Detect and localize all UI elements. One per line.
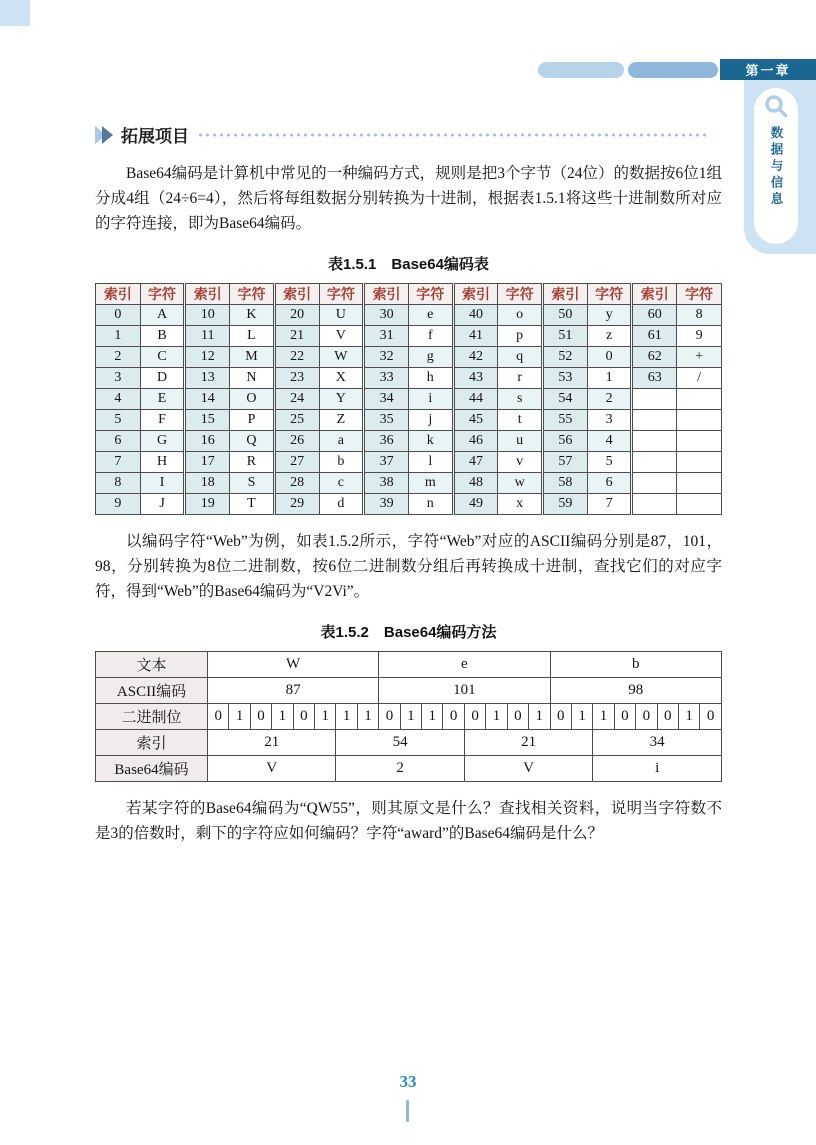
value-cell: 34 bbox=[593, 730, 722, 756]
char-cell: 2 bbox=[587, 389, 632, 410]
index-cell: 47 bbox=[453, 452, 498, 473]
index-cell: 45 bbox=[453, 410, 498, 431]
char-cell: x bbox=[498, 494, 543, 515]
char-cell: f bbox=[408, 326, 453, 347]
char-cell bbox=[677, 410, 722, 431]
index-cell: 44 bbox=[453, 389, 498, 410]
index-cell: 37 bbox=[364, 452, 409, 473]
page-tick bbox=[406, 1100, 409, 1122]
value-cell: 1 bbox=[272, 704, 293, 730]
value-cell: 2 bbox=[336, 756, 464, 782]
char-cell: + bbox=[677, 347, 722, 368]
value-cell: V bbox=[208, 756, 336, 782]
char-header-cell: 字符 bbox=[677, 284, 722, 305]
row-label-cell: ASCII编码 bbox=[96, 678, 208, 704]
char-cell: G bbox=[140, 431, 185, 452]
index-cell: 42 bbox=[453, 347, 498, 368]
char-cell: A bbox=[140, 305, 185, 326]
table-row bbox=[96, 305, 722, 326]
value-cell: b bbox=[550, 652, 722, 678]
table1-caption: 表1.5.1 Base64编码表 bbox=[328, 256, 489, 273]
value-cell: 1 bbox=[400, 704, 421, 730]
char-cell: 3 bbox=[587, 410, 632, 431]
header-tab-2 bbox=[628, 62, 718, 78]
char-cell: B bbox=[140, 326, 185, 347]
char-cell: 6 bbox=[587, 473, 632, 494]
char-cell: s bbox=[498, 389, 543, 410]
char-cell: V bbox=[319, 326, 364, 347]
index-cell: 46 bbox=[453, 431, 498, 452]
char-header-cell: 字符 bbox=[230, 284, 275, 305]
value-cell: 0 bbox=[657, 704, 678, 730]
value-cell: 1 bbox=[571, 704, 592, 730]
value-cell: 1 bbox=[678, 704, 699, 730]
index-cell: 9 bbox=[96, 494, 141, 515]
char-cell: U bbox=[319, 305, 364, 326]
index-cell bbox=[632, 431, 677, 452]
index-cell: 36 bbox=[364, 431, 409, 452]
magnifier-icon bbox=[763, 93, 789, 124]
char-cell: h bbox=[408, 368, 453, 389]
char-cell: W bbox=[319, 347, 364, 368]
index-cell: 20 bbox=[274, 305, 319, 326]
double-triangle-icon bbox=[95, 126, 113, 144]
index-cell: 40 bbox=[453, 305, 498, 326]
value-cell: 98 bbox=[550, 678, 722, 704]
index-cell: 21 bbox=[274, 326, 319, 347]
char-cell: 5 bbox=[587, 452, 632, 473]
index-cell: 56 bbox=[543, 431, 588, 452]
index-header-cell: 索引 bbox=[543, 284, 588, 305]
index-cell: 38 bbox=[364, 473, 409, 494]
base64-encoding-example-table bbox=[95, 651, 722, 782]
index-cell: 51 bbox=[543, 326, 588, 347]
char-cell: O bbox=[230, 389, 275, 410]
char-cell bbox=[677, 452, 722, 473]
char-cell: Q bbox=[230, 431, 275, 452]
table-row bbox=[96, 431, 722, 452]
char-cell: J bbox=[140, 494, 185, 515]
char-header-cell: 字符 bbox=[587, 284, 632, 305]
sidebar-pill bbox=[754, 88, 798, 244]
table-row bbox=[96, 730, 722, 756]
char-cell: t bbox=[498, 410, 543, 431]
index-cell: 49 bbox=[453, 494, 498, 515]
index-cell: 22 bbox=[274, 347, 319, 368]
table-row bbox=[96, 452, 722, 473]
index-cell: 58 bbox=[543, 473, 588, 494]
index-cell: 32 bbox=[364, 347, 409, 368]
index-header-cell: 索引 bbox=[364, 284, 409, 305]
index-header-cell: 索引 bbox=[632, 284, 677, 305]
table-row bbox=[96, 652, 722, 678]
char-cell: S bbox=[230, 473, 275, 494]
index-cell: 16 bbox=[185, 431, 230, 452]
value-cell: i bbox=[593, 756, 722, 782]
index-cell: 29 bbox=[274, 494, 319, 515]
value-cell: 0 bbox=[464, 704, 485, 730]
table-row bbox=[96, 326, 722, 347]
row-label-cell: 文本 bbox=[96, 652, 208, 678]
value-cell: 0 bbox=[550, 704, 571, 730]
value-cell: W bbox=[208, 652, 379, 678]
index-cell: 6 bbox=[96, 431, 141, 452]
chapter-label: 第一章 bbox=[745, 63, 791, 78]
char-cell: Z bbox=[319, 410, 364, 431]
value-cell: 1 bbox=[422, 704, 443, 730]
index-cell: 19 bbox=[185, 494, 230, 515]
row-label-cell: Base64编码 bbox=[96, 756, 208, 782]
index-cell bbox=[632, 473, 677, 494]
sidebar-title: 数据与信息 bbox=[769, 126, 783, 209]
index-cell: 12 bbox=[185, 347, 230, 368]
table-row bbox=[96, 347, 722, 368]
table-row bbox=[96, 389, 722, 410]
chapter-bar bbox=[720, 59, 816, 80]
index-cell: 11 bbox=[185, 326, 230, 347]
index-cell: 60 bbox=[632, 305, 677, 326]
index-cell: 61 bbox=[632, 326, 677, 347]
dotted-rule bbox=[197, 133, 706, 137]
char-cell: / bbox=[677, 368, 722, 389]
char-cell: F bbox=[140, 410, 185, 431]
index-cell bbox=[632, 389, 677, 410]
value-cell: 1 bbox=[229, 704, 250, 730]
char-cell: o bbox=[498, 305, 543, 326]
value-cell: V bbox=[464, 756, 592, 782]
value-cell: 1 bbox=[529, 704, 550, 730]
char-header-cell: 字符 bbox=[498, 284, 543, 305]
index-cell: 62 bbox=[632, 347, 677, 368]
char-cell: 1 bbox=[587, 368, 632, 389]
char-cell: g bbox=[408, 347, 453, 368]
char-cell: R bbox=[230, 452, 275, 473]
char-cell: e bbox=[408, 305, 453, 326]
index-cell: 41 bbox=[453, 326, 498, 347]
char-cell: I bbox=[140, 473, 185, 494]
index-cell: 63 bbox=[632, 368, 677, 389]
char-cell: 9 bbox=[677, 326, 722, 347]
value-cell: 0 bbox=[700, 704, 722, 730]
char-cell bbox=[677, 494, 722, 515]
index-cell: 0 bbox=[96, 305, 141, 326]
char-cell: w bbox=[498, 473, 543, 494]
char-cell: H bbox=[140, 452, 185, 473]
char-cell: b bbox=[319, 452, 364, 473]
main-content bbox=[95, 122, 722, 846]
char-cell: r bbox=[498, 368, 543, 389]
index-cell: 35 bbox=[364, 410, 409, 431]
char-cell: a bbox=[319, 431, 364, 452]
index-cell: 31 bbox=[364, 326, 409, 347]
char-cell: 8 bbox=[677, 305, 722, 326]
value-cell: 1 bbox=[315, 704, 336, 730]
index-header-cell: 索引 bbox=[185, 284, 230, 305]
value-cell: 1 bbox=[357, 704, 378, 730]
char-cell: d bbox=[319, 494, 364, 515]
index-cell: 2 bbox=[96, 347, 141, 368]
char-header-cell: 字符 bbox=[140, 284, 185, 305]
index-cell bbox=[632, 452, 677, 473]
index-header-cell: 索引 bbox=[96, 284, 141, 305]
char-cell: C bbox=[140, 347, 185, 368]
index-cell: 8 bbox=[96, 473, 141, 494]
row-label-cell: 索引 bbox=[96, 730, 208, 756]
index-cell: 34 bbox=[364, 389, 409, 410]
table-row bbox=[96, 410, 722, 431]
char-cell: D bbox=[140, 368, 185, 389]
char-cell: q bbox=[498, 347, 543, 368]
index-cell: 17 bbox=[185, 452, 230, 473]
char-cell: 0 bbox=[587, 347, 632, 368]
base64-alphabet-table bbox=[95, 283, 722, 515]
value-cell: 0 bbox=[507, 704, 528, 730]
char-cell: 7 bbox=[587, 494, 632, 515]
char-header-cell: 字符 bbox=[408, 284, 453, 305]
value-cell: 21 bbox=[464, 730, 592, 756]
table-row bbox=[96, 756, 722, 782]
index-cell: 5 bbox=[96, 410, 141, 431]
value-cell: 1 bbox=[593, 704, 614, 730]
header-tab-1 bbox=[538, 62, 624, 78]
index-cell: 1 bbox=[96, 326, 141, 347]
value-cell: 0 bbox=[379, 704, 400, 730]
section-heading: 拓展项目 bbox=[121, 127, 189, 146]
index-cell: 50 bbox=[543, 305, 588, 326]
char-cell: M bbox=[230, 347, 275, 368]
index-cell bbox=[632, 410, 677, 431]
index-cell: 10 bbox=[185, 305, 230, 326]
value-cell: e bbox=[379, 652, 550, 678]
index-cell: 23 bbox=[274, 368, 319, 389]
char-cell: m bbox=[408, 473, 453, 494]
index-cell: 54 bbox=[543, 389, 588, 410]
index-cell: 57 bbox=[543, 452, 588, 473]
char-cell: K bbox=[230, 305, 275, 326]
index-cell: 53 bbox=[543, 368, 588, 389]
index-cell: 4 bbox=[96, 389, 141, 410]
table-row bbox=[96, 368, 722, 389]
char-cell: X bbox=[319, 368, 364, 389]
index-cell: 27 bbox=[274, 452, 319, 473]
char-cell: i bbox=[408, 389, 453, 410]
index-cell: 13 bbox=[185, 368, 230, 389]
index-header-cell: 索引 bbox=[453, 284, 498, 305]
value-cell: 0 bbox=[250, 704, 271, 730]
table2-caption: 表1.5.2 Base64编码方法 bbox=[320, 624, 497, 641]
table-row bbox=[96, 494, 722, 515]
index-cell: 7 bbox=[96, 452, 141, 473]
char-cell: v bbox=[498, 452, 543, 473]
index-cell: 25 bbox=[274, 410, 319, 431]
value-cell: 0 bbox=[443, 704, 464, 730]
index-header-cell: 索引 bbox=[274, 284, 319, 305]
paragraph-intro: Base64编码是计算机中常见的一种编码方式，规则是把3个字节（24位）的数据按6位1组分成4组（24÷6=4），然后将每组数据分别转换为十进制，根据表1.5.1将这些十进制数所对应的字符连接，即为Base64编码。 bbox=[95, 165, 722, 232]
char-cell: N bbox=[230, 368, 275, 389]
index-cell: 52 bbox=[543, 347, 588, 368]
value-cell: 1 bbox=[336, 704, 357, 730]
index-cell: 14 bbox=[185, 389, 230, 410]
index-cell: 59 bbox=[543, 494, 588, 515]
value-cell: 1 bbox=[486, 704, 507, 730]
char-cell: Y bbox=[319, 389, 364, 410]
char-cell bbox=[677, 431, 722, 452]
char-cell bbox=[677, 389, 722, 410]
table-row bbox=[96, 678, 722, 704]
value-cell: 0 bbox=[293, 704, 314, 730]
value-cell: 54 bbox=[336, 730, 464, 756]
char-cell: j bbox=[408, 410, 453, 431]
row-label-cell: 二进制位 bbox=[96, 704, 208, 730]
index-cell: 24 bbox=[274, 389, 319, 410]
char-cell: P bbox=[230, 410, 275, 431]
value-cell: 0 bbox=[636, 704, 657, 730]
table-row bbox=[96, 704, 722, 730]
index-cell: 33 bbox=[364, 368, 409, 389]
value-cell: 0 bbox=[614, 704, 635, 730]
paragraph-example: 以编码字符“Web”为例，如表1.5.2所示，字符“Web”对应的ASCII编码分别是87，101，98，分别转换为8位二进制数，按6位二进制数分组后再转换成十进制，查找它们的对应字符，得到“Web”的Base64编码为“V2Vi”。 bbox=[95, 533, 722, 600]
section-heading-row bbox=[95, 122, 722, 147]
char-cell: l bbox=[408, 452, 453, 473]
char-cell: n bbox=[408, 494, 453, 515]
table-row bbox=[96, 473, 722, 494]
value-cell: 21 bbox=[208, 730, 336, 756]
char-cell: k bbox=[408, 431, 453, 452]
char-cell: T bbox=[230, 494, 275, 515]
index-cell: 26 bbox=[274, 431, 319, 452]
char-header-cell: 字符 bbox=[319, 284, 364, 305]
char-cell: y bbox=[587, 305, 632, 326]
index-cell: 28 bbox=[274, 473, 319, 494]
value-cell: 87 bbox=[208, 678, 379, 704]
char-cell: p bbox=[498, 326, 543, 347]
side-strip bbox=[744, 80, 816, 254]
value-cell: 0 bbox=[208, 704, 229, 730]
index-cell: 43 bbox=[453, 368, 498, 389]
index-cell: 15 bbox=[185, 410, 230, 431]
char-cell: 4 bbox=[587, 431, 632, 452]
index-cell: 48 bbox=[453, 473, 498, 494]
index-cell: 30 bbox=[364, 305, 409, 326]
index-cell: 55 bbox=[543, 410, 588, 431]
paragraph-exercise: 若某字符的Base64编码为“QW55”，则其原文是什么？查找相关资料，说明当字符数不是3的倍数时，剩下的字符应如何编码？字符“award”的Base64编码是什么？ bbox=[95, 800, 722, 842]
char-cell: L bbox=[230, 326, 275, 347]
value-cell: 101 bbox=[379, 678, 550, 704]
char-cell: u bbox=[498, 431, 543, 452]
char-cell bbox=[677, 473, 722, 494]
char-cell: z bbox=[587, 326, 632, 347]
page-number: 33 bbox=[399, 1072, 417, 1091]
index-cell: 18 bbox=[185, 473, 230, 494]
char-cell: E bbox=[140, 389, 185, 410]
char-cell: c bbox=[319, 473, 364, 494]
index-cell: 39 bbox=[364, 494, 409, 515]
index-cell bbox=[632, 494, 677, 515]
index-cell: 3 bbox=[96, 368, 141, 389]
corner-decoration bbox=[0, 0, 30, 26]
